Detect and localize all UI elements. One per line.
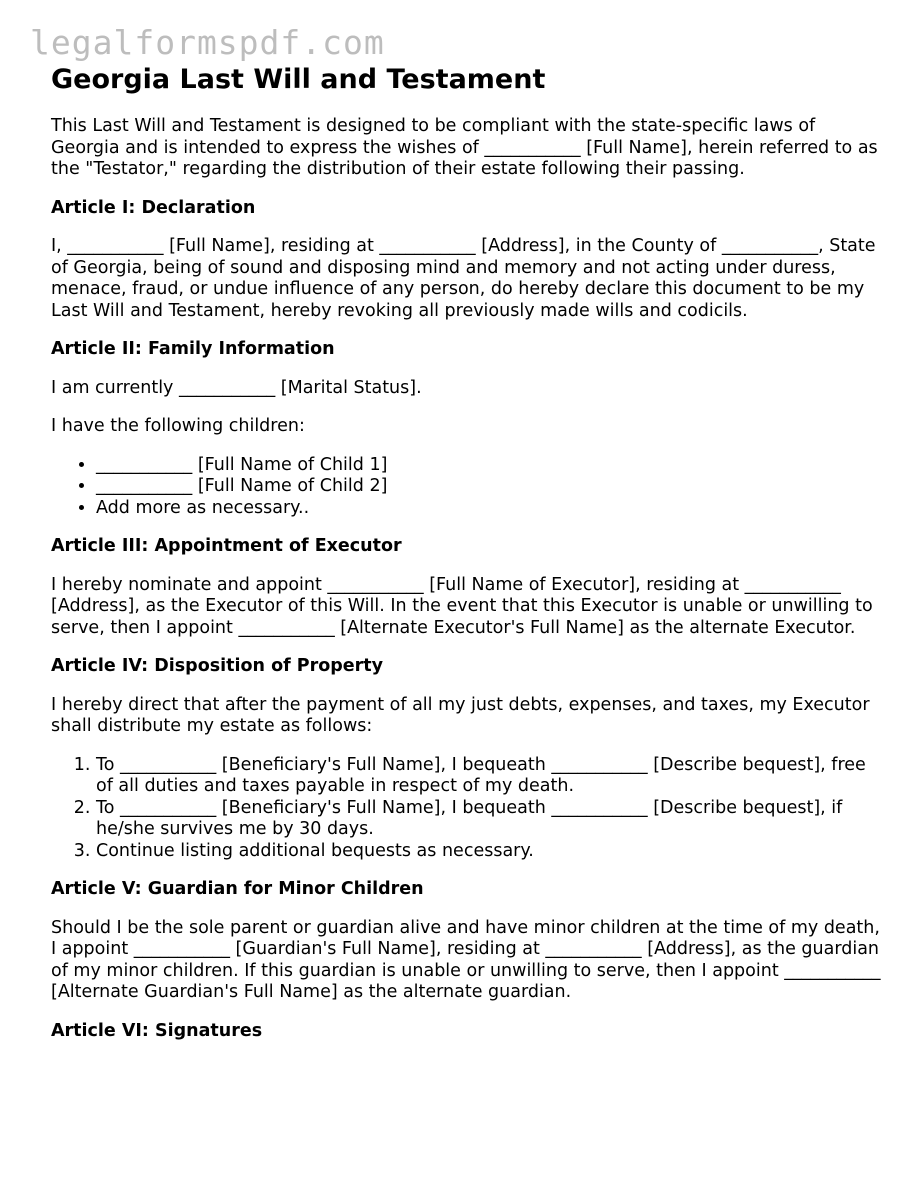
article-text: Should I be the sole parent or guardian alive and have minor children at the time of my death, I appoint ___________ [Guardian's Full Name], residing at ___________ [Address], as the guardian of my minor children. If this guardian is unable or unwilling to serve, then I appoint ___________ [Alternate Guardian's Full Name] as the alternate guardian. [51, 917, 881, 1002]
intro-paragraph: This Last Will and Testament is designed to be compliant with the state-specific laws of Georgia and is intended to express the wishes of ___________ [Full Name], herein referred to as the "Testator," regarding the distribution of their estate following their passing. [51, 116, 878, 179]
article-text: I, ___________ [Full Name], residing at ___________ [Address], in the County of ___________, State of Georgia, being of sound and disposing mind and memory and not acting under duress, menace, fraud, or undue influence of any person, do hereby declare this document to be my Last Will and Testament, hereby revoking all previously made wills and codicils. [51, 236, 876, 321]
article-heading: Article IV: Disposition of Property [51, 656, 384, 676]
list-item: • ___________ [Full Name of Child 2] [96, 476, 881, 498]
article-guardian [51, 879, 881, 1004]
marital-status-line: I am currently ___________ [Marital Status]. [51, 377, 422, 398]
list-item: • Add more as necessary.. [96, 498, 881, 520]
article-signatures [51, 1021, 881, 1043]
article-heading: Article VI: Signatures [51, 1020, 263, 1041]
list-item: 1. To ___________ [Beneficiary's Full Name], I bequeath ___________ [Describe bequest], free of all duties and taxes payable in respect of my death. [96, 755, 881, 798]
article-executor [51, 536, 881, 639]
list-item: • ___________ [Full Name of Child 1] [96, 455, 881, 477]
article-disposition [51, 656, 881, 862]
article-heading: Article V: Guardian for Minor Children [51, 879, 424, 899]
article-text: I hereby nominate and appoint ___________ [Full Name of Executor], residing at ___________ [Address], as the Executor of this Will. In the event that this Executor is unable or unwilling to serve, then I appoint ___________ [Alternate Executor's Full Name] as the alternate Executor. [51, 574, 873, 638]
document-title: Georgia Last Will and Testament [51, 64, 546, 95]
list-item: 3. Continue listing additional bequests as necessary. [96, 841, 881, 863]
children-intro: I have the following children: [51, 416, 305, 436]
article-family-information [51, 339, 881, 519]
article-heading: Article II: Family Information [51, 339, 335, 359]
bequests-list [51, 755, 881, 863]
children-list [51, 455, 881, 520]
article-declaration [51, 198, 881, 323]
document-page [51, 62, 881, 1059]
article-text: I hereby direct that after the payment of all my just debts, expenses, and taxes, my Executor shall distribute my estate as follows: [51, 694, 870, 736]
list-item: 2. To ___________ [Beneficiary's Full Name], I bequeath ___________ [Describe bequest], if he/she survives me by 30 days. [96, 798, 881, 841]
watermark: legalformspdf.com [30, 23, 385, 62]
article-heading: Article III: Appointment of Executor [51, 536, 402, 556]
article-heading: Article I: Declaration [51, 197, 256, 218]
